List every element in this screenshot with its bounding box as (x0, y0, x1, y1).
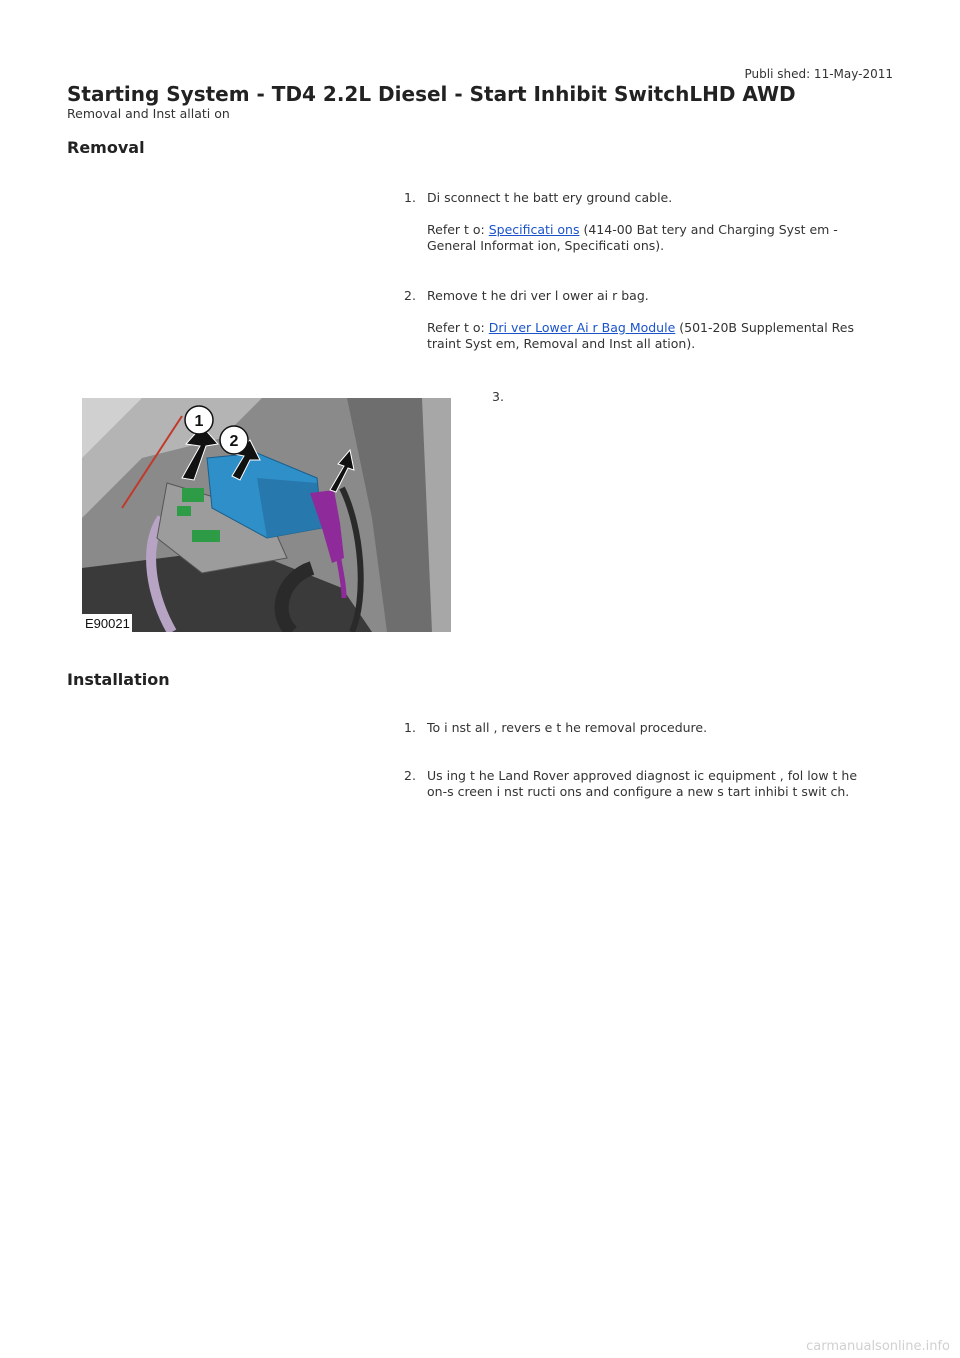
illustration-svg (82, 398, 451, 632)
specifications-link[interactable]: Specificati ons (488, 222, 580, 237)
reference-suffix: (414-00 Bat tery and Charging Syst em - General Informat ion, Specificati ons). (427, 222, 838, 253)
step-text: Di sconnect t he batt ery ground cable. (427, 190, 673, 205)
figure-code: E90021 (85, 616, 130, 631)
step-text: To i nst all , revers e t he removal procedure. (427, 720, 708, 735)
step-number: 3. (492, 389, 504, 404)
step-number: 1. (404, 190, 416, 205)
watermark: carmanualsonline.info (806, 1339, 950, 1354)
installation-step-1 (404, 720, 864, 736)
installation-heading: Installation (67, 670, 170, 689)
step-reference (427, 320, 864, 352)
removal-heading: Removal (67, 138, 145, 157)
callout-1-label: 1 (194, 413, 204, 430)
step-text: Us ing t he Land Rover approved diagnost ic equipment , fol low t he on-s creen i nst ructi ons and configure a new s tart inhibi t swit ch. (427, 768, 858, 799)
step-number: 1. (404, 720, 416, 735)
removal-step-3 (492, 389, 552, 405)
step-reference (427, 222, 864, 254)
step-number: 2. (404, 288, 416, 303)
callout-2-label: 2 (229, 433, 239, 450)
removal-step-1 (404, 190, 864, 254)
step-text: Remove t he dri ver l ower ai r bag. (427, 288, 649, 303)
reference-prefix: Refer t o: (427, 222, 489, 237)
green-clip-3 (177, 506, 191, 516)
green-clip-2 (192, 530, 220, 542)
switch-side (257, 478, 322, 538)
green-clip-1 (182, 488, 204, 502)
step-number: 2. (404, 768, 416, 783)
start-inhibit-switch-illustration (82, 398, 451, 632)
published-date: Publi shed: 11-May-2011 (744, 67, 893, 81)
driver-lower-air-bag-module-link[interactable]: Dri ver Lower Ai r Bag Module (488, 320, 676, 335)
reference-prefix: Refer t o: (427, 320, 489, 335)
reference-suffix: (501-20B Supplemental Res traint Syst em, Removal and Inst all ation). (427, 320, 854, 351)
removal-step-2 (404, 288, 864, 352)
installation-step-2 (404, 768, 864, 800)
page-title: Starting System - TD4 2.2L Diesel - Start Inhibit SwitchLHD AWD (67, 82, 796, 106)
page-subtitle: Removal and Inst allati on (67, 106, 230, 121)
